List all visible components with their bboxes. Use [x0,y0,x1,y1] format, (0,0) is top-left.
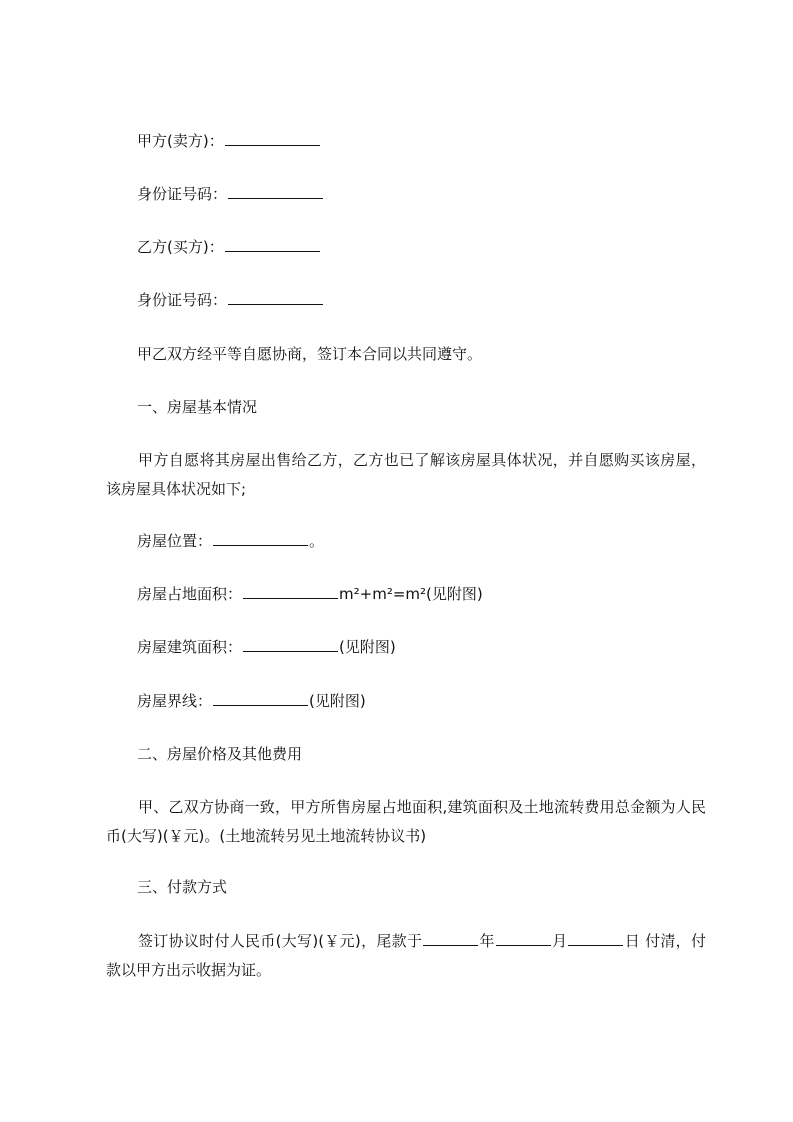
payment-start-text: 签订协议时付人民币(大写)(￥元)，尾款于 [138,932,423,950]
party-b-line [137,237,321,257]
month-label: 月 [551,932,568,950]
land-area-suffix: m²+m²=m²(见附图) [339,585,483,603]
section3-heading: 三、付款方式 [137,878,228,896]
party-a-line [137,131,321,151]
boundary-blank [213,691,308,706]
location-suffix: 。 [309,532,325,550]
section3-paragraph [106,927,706,985]
party-b-label: 乙方(买方)： [137,238,224,256]
section1-paragraph: 甲方自愿将其房屋出售给乙方，乙方也已了解该房屋具体状况，并自愿购买该房屋，该房屋具体状况如下; [106,451,706,498]
party-b-blank [225,237,320,252]
section2-paragraph: 甲、乙双方协商一致，甲方所售房屋占地面积,建筑面积及土地流转费用总金额为人民币(大写)(￥元)。(土地流转另见土地流转协议书) [106,798,706,845]
building-area-label: 房屋建筑面积： [137,638,243,656]
boundary-suffix: (见附图) [309,692,366,710]
party-b-id-line [137,290,324,310]
day-blank [568,931,623,946]
building-area-blank [243,637,338,652]
building-area-line [137,637,396,657]
party-a-id-blank [228,184,323,199]
section1-heading: 一、房屋基本情况 [137,398,258,416]
boundary-line [137,691,366,711]
party-a-blank [225,131,320,146]
party-a-id-line [137,184,324,204]
year-blank [423,931,478,946]
party-b-id-label: 身份证号码： [137,291,228,309]
day-label: 日 [624,932,641,950]
land-area-line [137,584,483,604]
intro-text: 甲乙双方经平等自愿协商，签订本合同以共同遵守。 [137,345,483,363]
party-a-label: 甲方(卖方)： [137,132,224,150]
payment-end-text: 付清，付款以甲方出示收据为证。 [106,932,706,979]
boundary-label: 房屋界线： [137,692,213,710]
land-area-label: 房屋占地面积： [137,585,243,603]
location-blank [213,531,308,546]
building-area-suffix: (见附图) [339,638,396,656]
location-line [137,531,324,551]
year-label: 年 [479,932,495,950]
month-blank [496,931,551,946]
section2-heading: 二、房屋价格及其他费用 [137,745,303,763]
land-area-blank [243,584,338,599]
party-b-id-blank [228,290,323,305]
party-a-id-label: 身份证号码： [137,185,228,203]
location-label: 房屋位置： [137,532,213,550]
